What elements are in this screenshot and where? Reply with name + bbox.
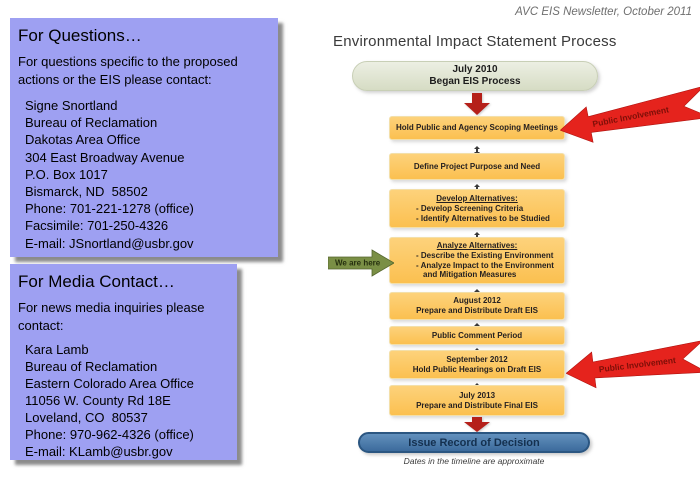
step-text: Hold Public Hearings on Draft EIS [412, 364, 542, 374]
end-label: Issue Record of Decision [408, 436, 540, 449]
contact-pobox: P.O. Box 1017 [25, 166, 108, 182]
flow-end-node [358, 432, 590, 453]
contact-city: Bismarck, ND 58502 [25, 184, 148, 200]
step-text: Hold Public and Agency Scoping Meetings [396, 123, 558, 132]
questions-box-intro: For questions specific to the proposed actions or the EIS please contact: [18, 54, 238, 87]
flow-step-final-eis [389, 385, 565, 416]
we-are-here-arrow [328, 248, 394, 278]
step-heading: Analyze Alternatives: [436, 241, 518, 251]
public-involvement-arrow-bottom [563, 334, 700, 395]
flow-step-scoping-meetings [389, 116, 565, 140]
flow-step-develop-alternatives [389, 189, 565, 228]
step-bullets [390, 251, 564, 280]
step-bullet: - Identify Alternatives to be Studied [416, 213, 550, 223]
step-text: Prepare and Distribute Draft EIS [416, 306, 538, 315]
step-bullet: - Develop Screening Criteria [416, 204, 524, 213]
questions-contact-details [25, 97, 268, 252]
step-text: Public Comment Period [431, 330, 523, 340]
contact-org: Bureau of Reclamation [25, 359, 158, 374]
contact-email: E-mail: JSnortland@usbr.gov [25, 235, 194, 251]
step-heading: Develop Alternatives: [436, 194, 518, 203]
step-date: July 2013 [458, 390, 496, 400]
masthead-text: AVC EIS Newsletter, October 2011 [515, 6, 692, 18]
step-bullet-continuation: and Mitigation Measures [423, 270, 517, 280]
step-bullets [390, 204, 564, 223]
flowchart-title: Environmental Impact Statement Process [333, 33, 617, 50]
step-bullet: - Describe the Existing Environment [416, 251, 554, 261]
connector-arrow-icon [473, 142, 481, 151]
flow-step-comment-period [389, 326, 565, 345]
timeline-caption: Dates in the timeline are approximate [403, 456, 545, 466]
flow-step-public-hearings [389, 350, 565, 379]
connector-arrow-icon [473, 180, 481, 189]
flow-step-purpose-need [389, 153, 565, 180]
media-contact-details [25, 341, 227, 460]
contact-street: 304 East Broadway Avenue [25, 149, 185, 165]
contact-city: Loveland, CO 80537 [25, 410, 148, 425]
contact-phone: Phone: 970-962-4326 (office) [25, 427, 194, 442]
contact-office: Dakotas Area Office [25, 132, 141, 148]
media-box-title: For Media Contact… [18, 272, 175, 291]
start-label: Began EIS Process [429, 76, 521, 87]
public-involvement-label: Public Involvement [591, 104, 670, 129]
media-contact-box [10, 264, 237, 460]
contact-email: E-mail: KLamb@usbr.gov [25, 444, 173, 459]
contact-fax: Facsimile: 701-250-4326 [25, 218, 169, 234]
public-involvement-label: Public Involvement [598, 354, 677, 375]
questions-box-title: For Questions… [18, 26, 142, 45]
contact-phone: Phone: 701-221-1278 (office) [25, 201, 194, 217]
contact-name: Kara Lamb [25, 342, 89, 357]
step-date: September 2012 [446, 354, 508, 364]
questions-contact-box [10, 18, 278, 257]
contact-street: 11056 W. County Rd 18E [25, 393, 171, 408]
contact-org: Bureau of Reclamation [25, 115, 158, 131]
media-box-intro: For news media inquiries please contact: [18, 300, 205, 333]
step-bullet: - Analyze Impact to the Environment [416, 260, 554, 270]
flow-start-node [352, 61, 598, 91]
step-text: Prepare and Distribute Final EIS [416, 400, 538, 410]
step-date: August 2012 [453, 296, 501, 305]
contact-office: Eastern Colorado Area Office [25, 376, 194, 391]
we-are-here-label: We are here [335, 258, 381, 268]
start-date: July 2010 [452, 64, 498, 75]
step-text: Define Project Purpose and Need [413, 161, 541, 171]
flow-step-analyze-alternatives [389, 237, 565, 284]
flow-step-draft-eis [389, 292, 565, 320]
connector-arrow-icon [473, 228, 481, 237]
contact-name: Signe Snortland [25, 98, 118, 113]
